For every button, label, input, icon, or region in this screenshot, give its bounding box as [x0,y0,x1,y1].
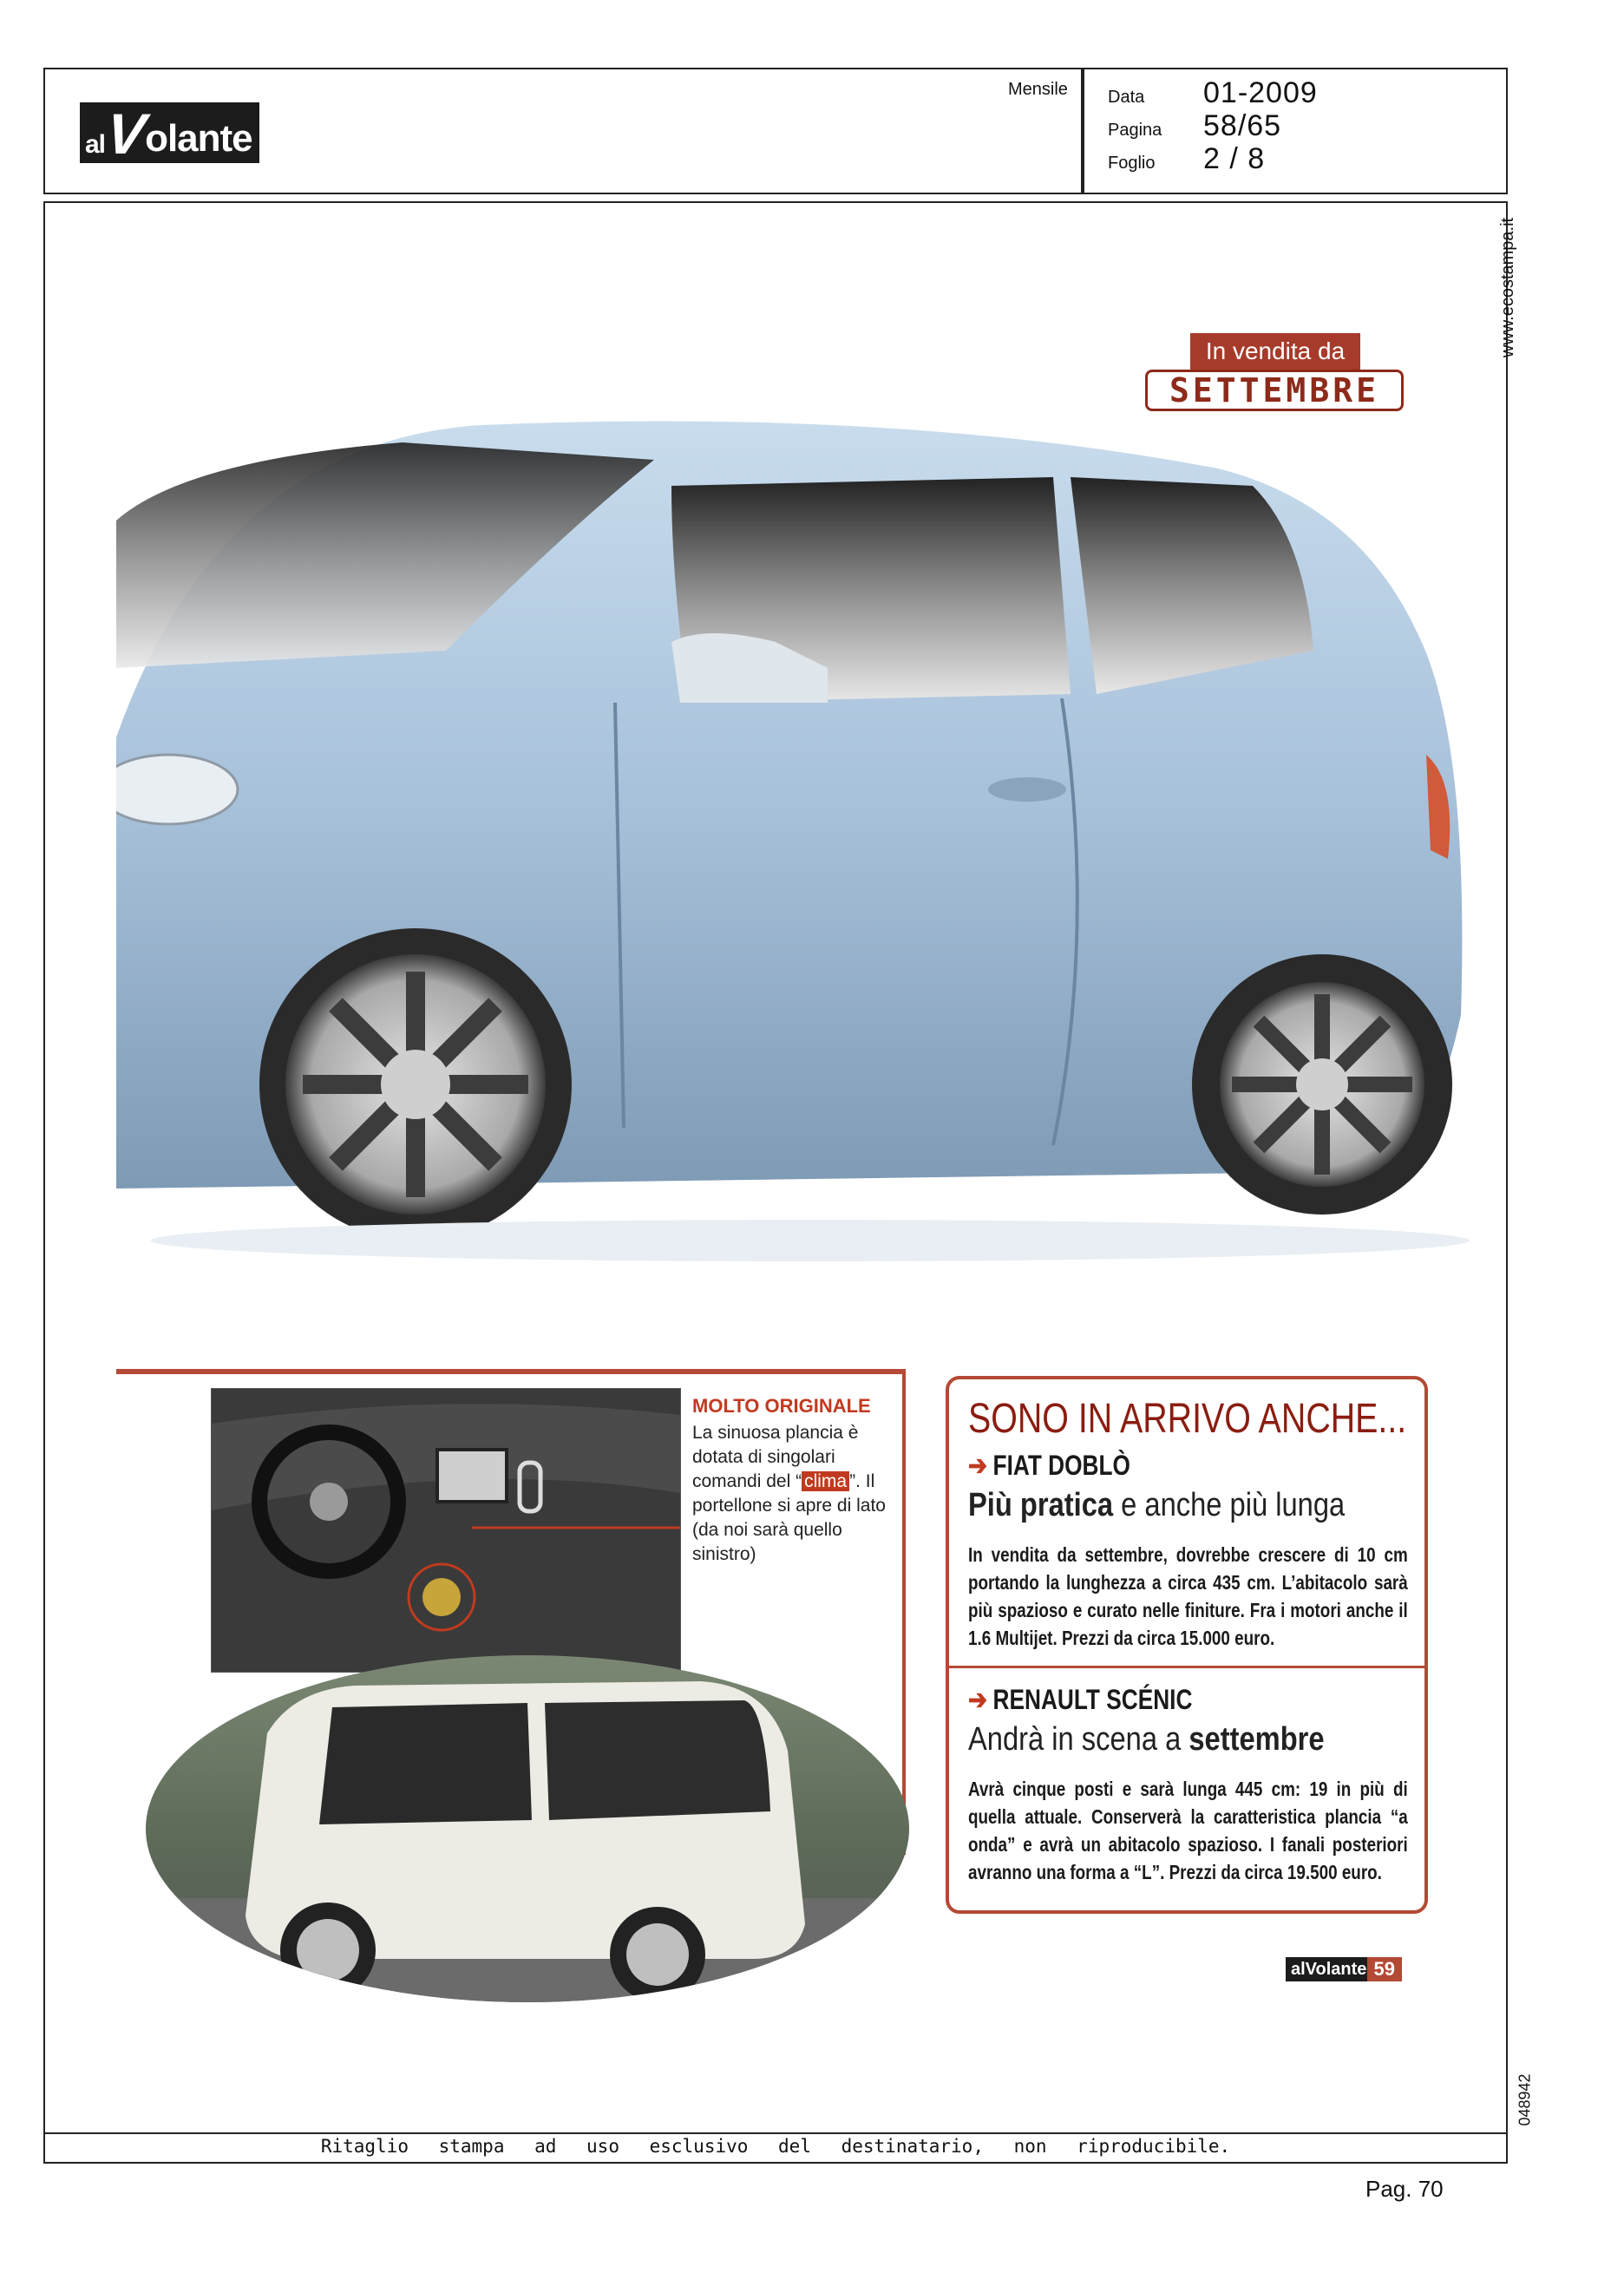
also-coming-box [946,1376,1428,1914]
alvolante-logo [80,102,259,166]
meta-row-foglio [1108,142,1318,175]
side-code-text: 048942 [1516,2073,1534,2126]
meta-row-data [1108,76,1318,109]
caption-text-part: La sinuosa plancia è dotata di singolari comandi del “ [692,1423,859,1491]
arrow-icon: ➔ [968,1450,987,1481]
on-sale-badge-month: SETTEMBRE [1145,370,1404,411]
side-url [1498,208,1542,382]
meta-key: Data [1108,88,1145,107]
cube-photo [146,1638,909,2002]
meta-value: 01-2009 [1203,76,1318,109]
logo-prefix: al [85,130,106,159]
section-head-text: RENAULT SCÉNIC [992,1684,1193,1715]
section-sub-doblo [968,1487,1345,1524]
meta-key: Foglio [1108,154,1156,173]
section-body-scenic: Avrà cinque posti e sarà lunga 445 cm: 19 in più di quella attuale. Conserverà la caratteristica plancia “a onda” e avrà un abitacolo spazioso. I fanali posteriori avranno una forma a “L”. Prezzi da circa 19.500 euro. [968,1778,1408,1883]
section-separator [949,1666,1424,1668]
caption-title: MOLTO ORIGINALE [692,1395,871,1417]
periodicity-label: Mensile [1008,80,1068,99]
logo-rest: olante [145,117,252,160]
dashboard-photo [211,1388,681,1673]
sub-rest: e anche più lunga [1113,1487,1346,1523]
caption-highlight: clima [802,1471,849,1491]
folio-logo-text: alVolante [1291,1959,1367,1979]
section-sub-scenic [968,1721,1325,1758]
page-folio-logo [1286,1957,1402,1981]
also-coming-title: SONO IN ARRIVO ANCHE... [968,1396,1407,1442]
logo-v: V [103,102,148,166]
section-head-doblo [968,1449,1130,1482]
meta-value: 58/65 [1203,109,1282,142]
side-url-text: www.ecostampa.it [1498,217,1518,358]
car-illustration [116,408,1470,1267]
meta-row-pagina [1108,109,1318,142]
caption-text [692,1421,899,1567]
page-number: Pag. 70 [1365,2176,1444,2202]
header-meta [1108,76,1318,175]
meta-value: 2 / 8 [1203,142,1266,175]
meta-key: Pagina [1108,121,1162,140]
dashboard-caption [692,1395,899,1567]
section-head-text: FIAT DOBLÒ [992,1450,1130,1481]
on-sale-badge-top: In vendita da [1190,333,1360,370]
caption-text-part: ”. Il portellone si apre di lato (da noi sarà quello sinistro) [692,1471,886,1564]
header-divider [1081,69,1084,193]
folio-page-number: 59 [1367,1957,1402,1981]
sub-rest: Andrà in scena a [968,1721,1189,1758]
sub-bold: Più pratica [968,1487,1114,1523]
left-box-top-rule [116,1369,904,1374]
section-body-doblo: In vendita da settembre, dovrebbe crescere di 10 cm portando la lunghezza a circa 435 cm. L’abitacolo sarà più spazioso e curato nelle finiture. Fra i motori anche il 1.6 Multijet. Prezzi da circa 15.000 euro. [968,1543,1408,1649]
arrow-icon: ➔ [968,1684,987,1715]
side-code [1508,2065,1542,2134]
section-head-scenic [968,1683,1192,1716]
sub-bold: settembre [1189,1721,1325,1758]
footer-disclaimer: Ritaglio stampa ad uso esclusivo del destinatario, non riproducibile. [320,2136,1231,2157]
header-box [43,68,1508,194]
